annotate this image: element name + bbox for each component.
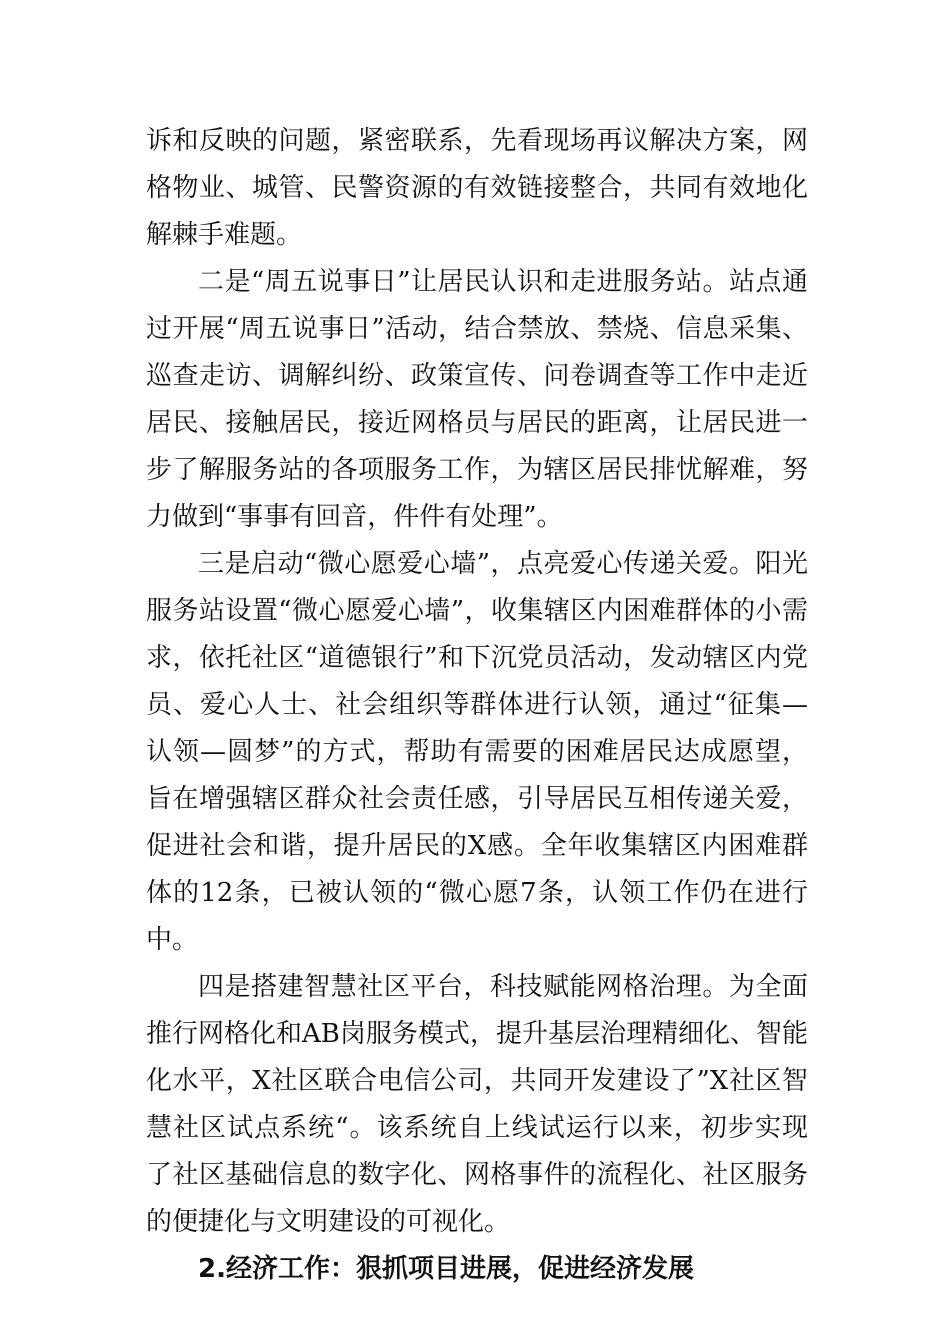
paragraph-continuation: 诉和反映的问题，紧密联系，先看现场再议解决方案，网格物业、城管、民警资源的有效链接整合，共同有效地化解棘手难题。: [146, 126, 808, 250]
section-heading-economic-work: 2.经济工作：狠抓项目进展，促进经济发展: [198, 1254, 694, 1284]
paragraph-smart-community: 四是搭建智慧社区平台，科技赋能网格治理。为全面推行网格化和AB岗服务模式，提升基层治理精细化、智能化水平，X社区联合电信公司，共同开发建设了”X社区智慧社区试点系统“。该系统自上线试运行以来，初步实现了社区基础信息的数字化、网格事件的流程化、社区服务的便捷化与文明建设的可视化。: [146, 972, 808, 1237]
paragraph-wish-wall: 三是启动“微心愿爱心墙”，点亮爱心传递关爱。阳光服务站设置“微心愿爱心墙”，收集辖区内困难群体的小需求，依托社区“道德银行”和下沉党员活动，发动辖区内党员、爱心人士、社会组织等群体进行认领，通过“征集—认领—圆梦”的方式，帮助有需要的困难居民达成愿望，旨在增强辖区群众社会责任感，引导居民互相传递关爱，促进社会和谐，提升居民的X感。全年收集辖区内困难群体的12条，已被认领的“微心愿7条，认领工作仍在进行中。: [146, 549, 808, 955]
document-body: [146, 118, 808, 1293]
paragraph-friday-talk-day: 二是“周五说事日”让居民认识和走进服务站。站点通过开展“周五说事日”活动，结合禁放、禁烧、信息采集、巡查走访、调解纠纷、政策宣传、问卷调查等工作中走近居民、接触居民，接近网格员与居民的距离，让居民进一步了解服务站的各项服务工作，为辖区居民排忧解难，努力做到“事事有回音，件件有处理”。: [146, 267, 808, 532]
